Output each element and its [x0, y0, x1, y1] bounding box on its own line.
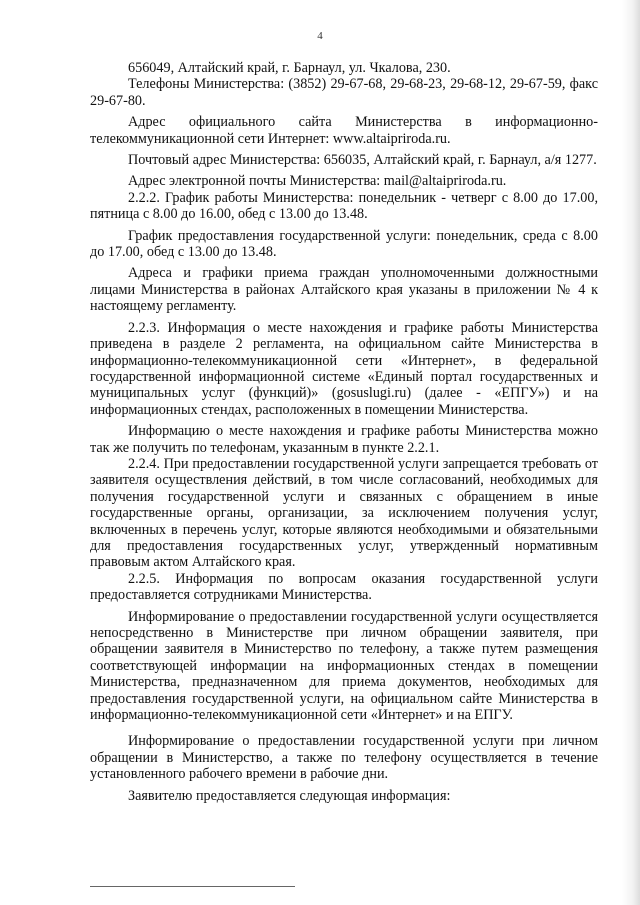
paragraph-phone-info: Информацию о месте нахождения и графике работы Министерства можно так же получить по телефонам, указанным в пункте 2.2.1.	[90, 423, 598, 456]
paragraph-2-2-2-schedule: 2.2.2. График работы Министерства: понедельник - четверг с 8.00 до 17.00, пятница с 8.00 до 16.00, обед с 13.00 до 13.48.	[90, 189, 598, 223]
paragraph-2-2-5-information: 2.2.5. Информация по вопросам оказания государственной услуги предоставляется сотрудниками Министерства.	[90, 570, 598, 604]
paragraph-address: 656049, Алтайский край, г. Барнаул, ул. Чкалова, 230.	[128, 60, 451, 76]
footnote-divider	[90, 886, 295, 887]
paragraph-2-2-4-prohibition: 2.2.4. При предоставлении государственной услуги запрещается требовать от заявителя осуществления действий, в том числе согласований, необходимых для получения государственной услуги и связанных с обращением в иные государственные органы, организации, за исключением получения услуг, включенных в перечень услуг, которые являются необходимыми и обязательными для предоставления государственных услуг, утвержденный нормативным правовым актом Алтайского края.	[90, 455, 598, 571]
paragraph-email: Адрес электронной почты Министерства: mail@altaipriroda.ru.	[128, 173, 507, 190]
paragraph-service-schedule: График предоставления государственной услуги: понедельник, среда с 8.00 до 17.00, обед с 13.00 до 13.48.	[90, 227, 598, 261]
paragraph-postal-address: Почтовый адрес Министерства: 656035, Алтайский край, г. Барнаул, а/я 1277.	[128, 152, 597, 169]
document-body	[90, 60, 598, 804]
scan-edge-shadow	[622, 0, 640, 905]
paragraph-2-2-3-location-info: 2.2.3. Информация о месте нахождения и графике работы Министерства приведена в разделе 2 регламента, на официальном сайте Министерства в информационно-телекоммуникационной сети «Интернет», в федеральной государственной информационной системе «Единый портал государственных и муниципальных услуг (функций)» (gosuslugi.ru) (далее - «ЕПГУ») и на информационных стендах, расположенных в помещении Министерства.	[90, 319, 598, 418]
paragraph-informing-working-hours: Информирование о предоставлении государственной услуги при личном обращении в Министерство, а также по телефону осуществляется в течение установленного рабочего времени в рабочие дни.	[90, 733, 598, 783]
paragraph-reception-addresses: Адреса и графики приема граждан уполномоченными должностными лицами Министерства в районах Алтайского края указаны в приложении № 4 к настоящему регламенту.	[90, 265, 598, 315]
page-number: 4	[317, 30, 323, 42]
paragraph-phones: Телефоны Министерства: (3852) 29-67-68, 29-68-23, 29-68-12, 29-67-59, факс 29-67-80.	[90, 76, 598, 109]
paragraph-website: Адрес официального сайта Министерства в информационно-телекоммуникационной сети Интернет: www.altaipriroda.ru.	[90, 114, 598, 147]
paragraph-provided-info-intro: Заявителю предоставляется следующая информация:	[128, 787, 451, 804]
paragraph-informing-methods: Информирование о предоставлении государственной услуги осуществляется непосредственно в Министерстве при личном обращении заявителя, при обращении заявителя в Министерство по телефону, а также путем размещения соответствующей информации на информационных стендах в помещении Министерства, предназначенном для приема документов, необходимых для предоставления государственной услуги, на официальном сайте Министерства в информационно-телекоммуникационной сети «Интернет» и на ЕПГУ.	[90, 608, 598, 724]
